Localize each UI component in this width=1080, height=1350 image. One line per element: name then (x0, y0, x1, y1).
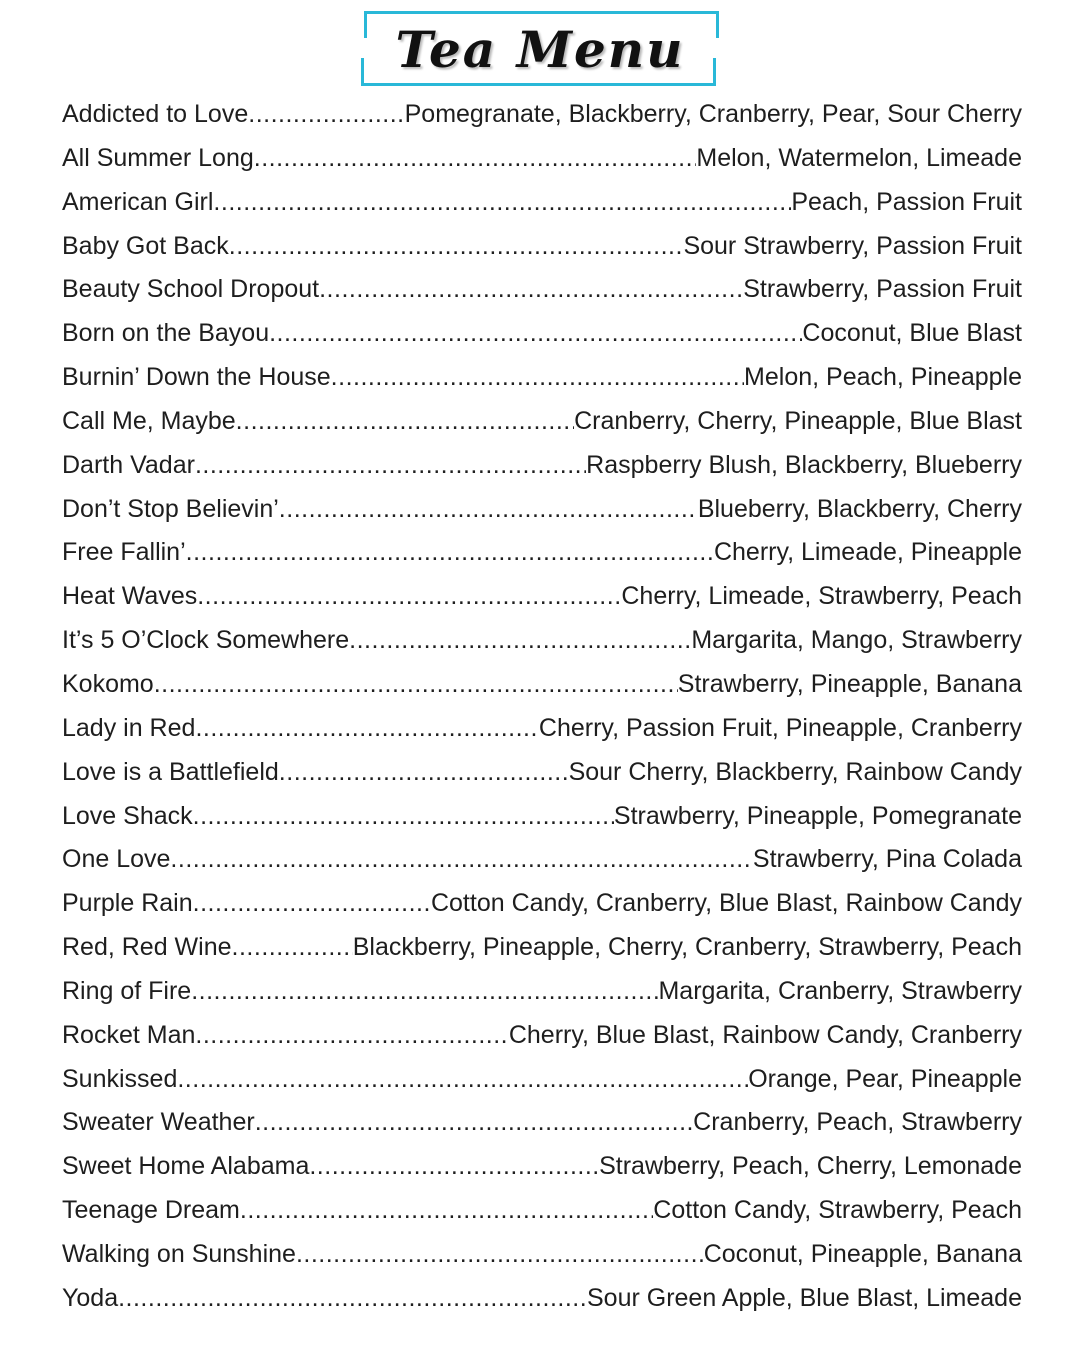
menu-item-name: Baby Got Back (62, 231, 229, 260)
menu-item-row (62, 137, 1022, 181)
menu-item-name: Red, Red Wine (62, 933, 232, 962)
dot-leader (255, 1101, 693, 1145)
menu-item-name: Beauty School Dropout (62, 275, 320, 304)
dot-leader (349, 619, 691, 663)
dot-leader (195, 1014, 508, 1058)
menu-item-row (62, 444, 1022, 488)
menu-item-row (62, 181, 1022, 225)
menu-item-ingredients: Coconut, Blue Blast (802, 319, 1022, 348)
menu-item-name: Love Shack (62, 801, 193, 830)
menu-item-name: Walking on Sunshine (62, 1239, 296, 1268)
dot-leader (248, 93, 404, 137)
page-title: Tea Menu (395, 20, 685, 79)
menu-item-name: American Girl (62, 187, 214, 216)
dot-leader (269, 312, 802, 356)
menu-item-ingredients: Cranberry, Peach, Strawberry (693, 1108, 1022, 1137)
menu-item-row (62, 838, 1022, 882)
dot-leader (195, 707, 538, 751)
menu-item-row (62, 1058, 1022, 1102)
menu-item-name: Ring of Fire (62, 976, 192, 1005)
menu-item-ingredients: Cotton Candy, Cranberry, Blue Blast, Rainbow Candy (430, 889, 1022, 918)
dot-leader (193, 882, 431, 926)
menu-item-ingredients: Cotton Candy, Strawberry, Peach (653, 1196, 1022, 1225)
menu-item-row (62, 356, 1022, 400)
menu-item-row (62, 488, 1022, 532)
menu-item-ingredients: Melon, Watermelon, Limeade (696, 143, 1022, 172)
dot-leader (195, 444, 586, 488)
menu-item-ingredients: Sour Strawberry, Passion Fruit (683, 231, 1022, 260)
menu-item-name: Purple Rain (62, 889, 193, 918)
menu-item-row (62, 400, 1022, 444)
dot-leader (236, 400, 574, 444)
menu-item-ingredients: Peach, Passion Fruit (791, 187, 1022, 216)
dot-leader (186, 531, 714, 575)
menu-item-row (62, 312, 1022, 356)
dot-leader (240, 1189, 653, 1233)
menu-item-name: Yoda (62, 1283, 119, 1312)
menu-item-row (62, 619, 1022, 663)
menu-item-row (62, 1233, 1022, 1277)
dot-leader (296, 1233, 704, 1277)
menu-item-name: Love is a Battlefield (62, 757, 279, 786)
menu-item-row (62, 1145, 1022, 1189)
menu-item-ingredients: Sour Cherry, Blackberry, Rainbow Candy (568, 757, 1022, 786)
dot-leader (177, 1058, 748, 1102)
menu-item-name: Free Fallin’ (62, 538, 186, 567)
dot-leader (154, 663, 678, 707)
title-frame (361, 11, 719, 86)
menu-item-row (62, 970, 1022, 1014)
menu-item-ingredients: Margarita, Cranberry, Strawberry (658, 976, 1022, 1005)
menu-item-ingredients: Orange, Pear, Pineapple (748, 1064, 1022, 1093)
menu-item-row (62, 1014, 1022, 1058)
menu-item-ingredients: Margarita, Mango, Strawberry (691, 626, 1022, 655)
menu-item-ingredients: Sour Green Apple, Blue Blast, Limeade (587, 1283, 1022, 1312)
menu-item-name: Sunkissed (62, 1064, 178, 1093)
menu-item-name: Sweet Home Alabama (62, 1152, 310, 1181)
menu-item-row (62, 663, 1022, 707)
menu-item-row (62, 1277, 1022, 1321)
menu-item-ingredients: Cranberry, Cherry, Pineapple, Blue Blast (574, 406, 1022, 435)
dot-leader (118, 1277, 587, 1321)
menu-item-row (62, 531, 1022, 575)
menu-item-name: All Summer Long (62, 143, 254, 172)
menu-item-row (62, 1101, 1022, 1145)
dot-leader (319, 268, 743, 312)
menu-item-name: Don’t Stop Believin’ (62, 494, 279, 523)
dot-leader (191, 970, 658, 1014)
dot-leader (254, 137, 697, 181)
menu-item-ingredients: Strawberry, Peach, Cherry, Lemonade (599, 1152, 1022, 1181)
menu-item-row (62, 751, 1022, 795)
menu-item-name: Call Me, Maybe (62, 406, 236, 435)
menu-item-row (62, 225, 1022, 269)
menu-item-row (62, 268, 1022, 312)
menu-item-name: Born on the Bayou (62, 319, 270, 348)
menu-item-ingredients: Coconut, Pineapple, Banana (703, 1239, 1022, 1268)
menu-item-ingredients: Cherry, Limeade, Strawberry, Peach (621, 582, 1022, 611)
menu-item-ingredients: Raspberry Blush, Blackberry, Blueberry (586, 450, 1022, 479)
menu-item-ingredients: Blueberry, Blackberry, Cherry (697, 494, 1022, 523)
dot-leader (279, 488, 698, 532)
menu-item-name: Rocket Man (62, 1020, 196, 1049)
menu-item-ingredients: Pomegranate, Blackberry, Cranberry, Pear, Sour Cherry (404, 100, 1022, 128)
menu-item-ingredients: Melon, Peach, Pineapple (744, 363, 1022, 392)
menu-list (0, 86, 1080, 1321)
menu-item-name: Darth Vadar (62, 450, 195, 479)
dot-leader (309, 1145, 599, 1189)
menu-item-name: Lady in Red (62, 713, 196, 742)
menu-item-row (62, 575, 1022, 619)
dot-leader (331, 356, 744, 400)
menu-item-ingredients: Strawberry, Pina Colada (752, 845, 1022, 874)
menu-item-name: Kokomo (62, 669, 154, 698)
menu-item-ingredients: Cherry, Limeade, Pineapple (713, 538, 1022, 567)
menu-item-row (62, 926, 1022, 970)
menu-item-name: Heat Waves (62, 582, 198, 611)
menu-item-ingredients: Strawberry, Passion Fruit (743, 275, 1022, 304)
menu-item-name: One Love (62, 845, 171, 874)
menu-item-ingredients: Strawberry, Pineapple, Banana (677, 669, 1022, 698)
menu-item-row (62, 882, 1022, 926)
dot-leader (232, 926, 353, 970)
dot-leader (193, 795, 614, 839)
dot-leader (170, 838, 752, 882)
menu-item-name: Teenage Dream (62, 1196, 240, 1225)
dot-leader (229, 225, 684, 269)
dot-leader (213, 181, 791, 225)
dot-leader (197, 575, 621, 619)
dot-leader (279, 751, 569, 795)
menu-item-ingredients: Cherry, Passion Fruit, Pineapple, Cranberry (538, 713, 1022, 742)
menu-item-name: Sweater Weather (62, 1108, 255, 1137)
menu-item-ingredients: Strawberry, Pineapple, Pomegranate (613, 801, 1022, 830)
menu-item-row (62, 93, 1022, 137)
menu-item-ingredients: Cherry, Blue Blast, Rainbow Candy, Cranberry (508, 1020, 1022, 1049)
menu-item-ingredients: Blackberry, Pineapple, Cherry, Cranberry, Strawberry, Peach (352, 933, 1022, 962)
menu-item-name: It’s 5 O’Clock Somewhere (62, 626, 350, 655)
menu-item-name: Addicted to Love (62, 100, 249, 128)
menu-item-row (62, 795, 1022, 839)
menu-item-row (62, 1189, 1022, 1233)
menu-item-name: Burnin’ Down the House (62, 363, 331, 392)
menu-item-row (62, 707, 1022, 751)
